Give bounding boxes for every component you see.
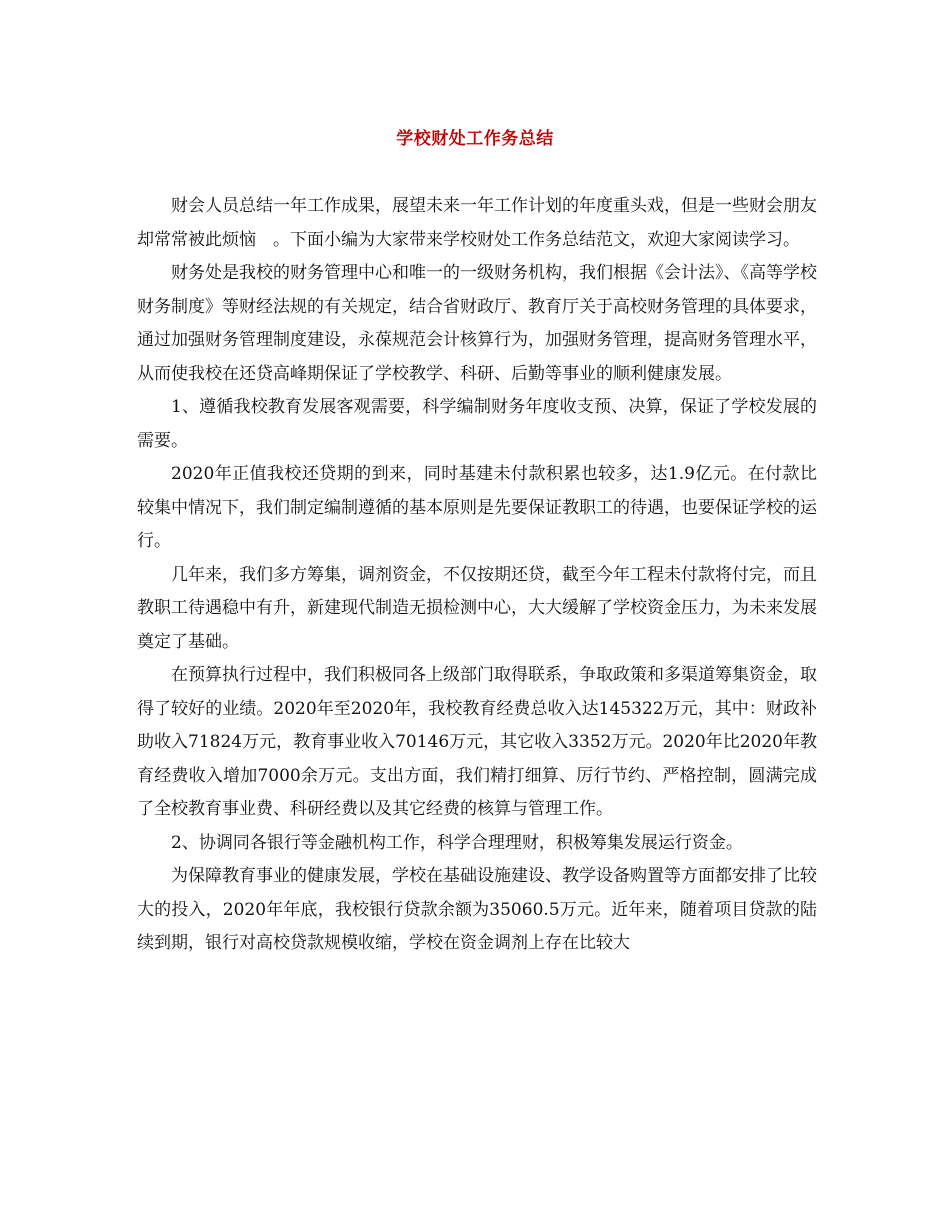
paragraph-budget-execution: 在预算执行过程中，我们积极同各上级部门取得联系，争取政策和多渠道筹集资金，取得了较好的业绩。2020年至2020年，我校教育经费总收入达145322万元，其中：财政补助收入71824万元，教育事业收入70146万元，其它收入3352万元。2020年比2020年教育经费收入增加7000余万元。支出方面，我们精打细算、厉行节约、严格控制，圆满完成了全校教育事业费、科研经费以及其它经费的核算与管理工作。 [137, 665, 817, 819]
paragraph-section-2-heading: 2、协调同各银行等金融机构工作，科学合理理财，积极筹集发展运行资金。 [171, 832, 743, 853]
paragraph-intro: 财会人员总结一年工作成果，展望未来一年工作计划的年度重头戏，但是一些财会朋友却常常被此烦恼 。下面小编为大家带来学校财处工作务总结范文，欢迎大家阅读学习。 [137, 196, 817, 250]
paragraph-repayment: 2020年正值我校还贷期的到来，同时基建未付款积累也较多，达1.9亿元。在付款比较集中情况下，我们制定编制遵循的基本原则是先要保证教职工的待遇，也要保证学校的运行。 [137, 464, 817, 551]
paragraph-bank-loans: 为保障教育事业的健康发展，学校在基础设施建设、教学设备购置等方面都安排了比较大的投入，2020年年底，我校银行贷款余额为35060.5万元。近年来，随着项目贷款的陆续到期，银行对高校贷款规模收缩，学校在资金调剂上存在比较大 [137, 866, 817, 953]
paragraph-section-1-heading: 1、遵循我校教育发展客观需要，科学编制财务年度收支预、决算，保证了学校发展的需要。 [137, 397, 817, 451]
document-title: 学校财处工作务总结 [396, 129, 554, 149]
paragraph-fundraising: 几年来，我们多方筹集，调剂资金，不仅按期还贷，截至今年工程未付款将付完，而且教职工待遇稳中有升，新建现代制造无损检测中心，大大缓解了学校资金压力，为未来发展奠定了基础。 [137, 564, 817, 652]
paragraph-overview: 财务处是我校的财务管理中心和唯一的一级财务机构，我们根据《会计法》、《高等学校财务制度》等财经法规的有关规定，结合省财政厅、教育厅关于高校财务管理的具体要求，通过加强财务管理制度建设，永葆规范会计核算行为，加强财务管理，提高财务管理水平，从而使我校在还贷高峰期保证了学校教学、科研、后勤等事业的顺利健康发展。 [137, 263, 817, 384]
document-body [137, 190, 817, 961]
